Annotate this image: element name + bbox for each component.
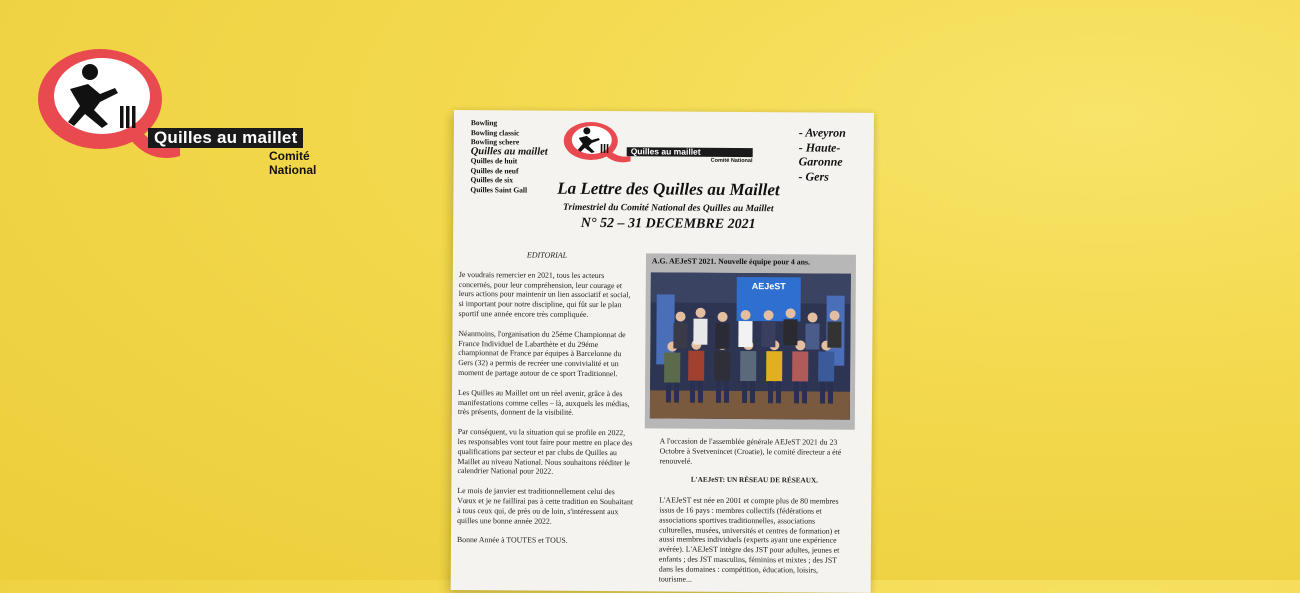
departments-list bbox=[798, 125, 845, 183]
newsletter-subtitle: Trimestriel du Comité National des Quilles au Maillet bbox=[563, 202, 774, 215]
quilles-logo bbox=[30, 44, 350, 177]
newsletter-sheet bbox=[451, 110, 874, 593]
newsletter-issue: N° 52 – 31 DECEMBRE 2021 bbox=[580, 215, 756, 233]
article-body: L'AEJeST est née en 2001 et compte plus de 80 membres issus de 16 pays : membres collectifs (fédérations et associations sportives traditionnelles, associations culturelles, musées, universités et centres de formation) et aussi membres individuels (experts ayant une expérience avérée). L'AEJeST intègre des JST pour adultes, jeunes et enfants ; des JST masculins, féminins et mixtes ; des JST dans les domaines : compétition, éducation, loisirs, tourisme... bbox=[658, 495, 840, 584]
group-photo bbox=[650, 272, 851, 419]
editorial-paragraph: Je voudrais remercier en 2021, tous les acteurs concernés, pour leur compréhension, leur courage et leurs actions pour maintenir un lien associatif et social, si important pour notre discipline, qui fût sur le plan sportif une année encore très compliquée. bbox=[458, 269, 631, 319]
newsletter-logo bbox=[561, 121, 759, 168]
article-section-title: L'AEJeST: UN RÉSEAU DE RÉSEAUX. bbox=[690, 476, 818, 485]
article-column bbox=[659, 436, 850, 592]
newsletter-title: La Lettre des Quilles au Maillet bbox=[557, 178, 780, 200]
discipline-item: Bowling schere bbox=[470, 137, 520, 147]
photo-caption: A.G. AEJeST 2021. Nouvelle équipe pour 4 ans. bbox=[651, 256, 811, 267]
editorial-paragraph: Les Quilles au Maillet ont un réel avenir, grâce à des manifestations comme celles – là, auxquels les médias, très présents, donnent de la visibilité. bbox=[457, 387, 630, 418]
logo-subtitle: Comité National bbox=[269, 149, 317, 177]
discipline-item: Quilles de six bbox=[470, 175, 514, 185]
department-item: Garonne bbox=[798, 154, 843, 169]
editorial-paragraph: Le mois de janvier est traditionnellement celui des Vœux et je ne faillirai pas à cette tradition en Souhaitant à tous ceux qui, de près ou de loin, s'intéressent aux quilles une bonne année 2022. bbox=[457, 486, 634, 526]
discipline-item: Quilles de neuf bbox=[470, 165, 519, 175]
newsletter-logo-sub: Comité National bbox=[710, 157, 753, 165]
discipline-item: Quilles au maillet bbox=[470, 145, 548, 158]
department-item: - Gers bbox=[798, 168, 829, 184]
logo-name: Quilles au maillet bbox=[148, 128, 303, 148]
department-item: - Aveyron bbox=[798, 125, 846, 140]
editorial-column bbox=[457, 250, 635, 556]
article-intro: A l'occasion de l'assemblée générale AEJeST 2021 du 23 Octobre à Svetvenincet (Croatie), le comité directeur a été renouvelé. bbox=[659, 436, 842, 466]
department-item: - Haute- bbox=[798, 139, 841, 155]
screen-text: AEJeST bbox=[751, 281, 786, 292]
discipline-item: Bowling classic bbox=[470, 127, 520, 137]
discipline-item: Quilles de huit bbox=[470, 156, 518, 166]
discipline-item: Bowling bbox=[470, 118, 498, 128]
editorial-paragraph: Néanmoins, l'organisation du 25éme Championnat de France Individuel de Labarthète et du 29éme championnat de France par équipes à Barcelonne du Gers (32) a permis de recréer une convivialité et un moment de partage autour de ce sport Traditionnel. bbox=[458, 328, 626, 379]
editorial-paragraph: Bonne Année à TOUTES et TOUS. bbox=[456, 535, 568, 546]
editorial-paragraph: Par conséquent, vu la situation qui se profile en 2022, les responsables vont tout faire pour mettre en place des qualifications par secteur et par clubs de Quilles au Maillet au niveau National. Nous souhaitons rééditer le calendrier National pour 2022. bbox=[457, 427, 633, 477]
newsletter-logo-name: Quilles au maillet bbox=[630, 146, 701, 157]
group-photo-image bbox=[650, 272, 851, 419]
discipline-item: Quilles Saint Gall bbox=[470, 184, 528, 195]
editorial-heading: EDITORIAL bbox=[526, 250, 568, 260]
photo-frame bbox=[645, 253, 856, 429]
